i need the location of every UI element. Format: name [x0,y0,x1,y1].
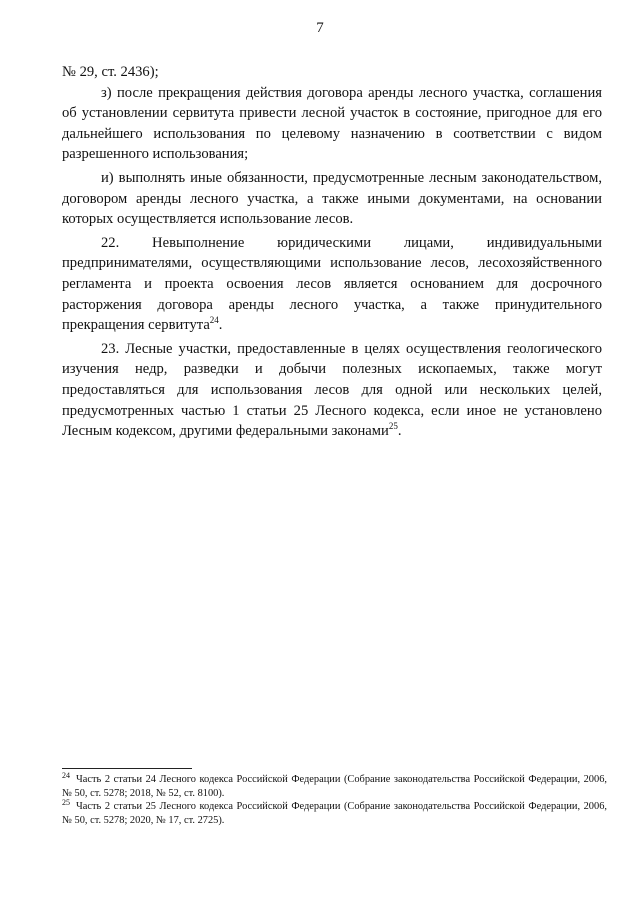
document-body [62,62,602,442]
page-number: 7 [316,20,324,36]
paragraph-end-punct: . [397,423,402,440]
paragraph-22 [62,233,602,336]
paragraph-23 [62,339,602,442]
footnotes [62,773,607,827]
paragraph-text: № 29, ст. 2436); [62,64,159,80]
footnote-mark: 25 [62,798,70,808]
paragraph-end-punct: . [218,317,223,334]
paragraph-item-z [62,83,602,165]
paragraph-text: и) выполнять иные обязанности, предусмотренные лесным законодательством, договором аренды лесного участка, а также иными документами, на основании которых осуществляется использование лесов. [62,169,602,228]
footnote-24 [62,773,607,800]
footnote-reference[interactable]: 24 [209,315,219,326]
paragraph-text: 22. Невыполнение юридическими лицами, индивидуальными предпринимателями, осуществляющими использование лесов, лесохозяйственного регламента и проекта освоения лесов является основанием для досрочного расторжения договора аренды лесного участка, а также принудительного прекращения сервитута [62,234,602,334]
paragraph-text: 23. Лесные участки, предоставленные в целях осуществления геологического изучения недр, разведки и добычи полезных ископаемых, также могут предоставляться для использования лесов для одной или нескольких целей, предусмотренных частью 1 статьи 25 Лесного кодекса, если иное не установлено Лесным кодексом, другими федеральными законами [62,340,602,440]
footnote-25 [62,800,607,827]
paragraph-continuation [62,62,602,83]
footnote-text: Часть 2 статьи 24 Лесного кодекса Российской Федерации (Собрание законодательства Российской Федерации, 2006, № 50, ст. 5278; 2018, № 52, ст. 8100). [62,774,607,799]
footnote-mark: 24 [62,771,70,780]
footnote-separator [62,768,192,769]
footnote-reference[interactable]: 25 [388,421,398,432]
paragraph-text: з) после прекращения действия договора аренды лесного участка, соглашения об установлении сервитута привести лесной участок в состояние, пригодное для его дальнейшего использования по целевому назначению в соответствии с видом разрешенного использования; [62,84,602,163]
paragraph-item-i [62,168,602,230]
footnote-text: Часть 2 статьи 25 Лесного кодекса Российской Федерации (Собрание законодательства Российской Федерации, 2006, № 50, ст. 5278; 2020, № 17, ст. 2725). [62,801,607,826]
